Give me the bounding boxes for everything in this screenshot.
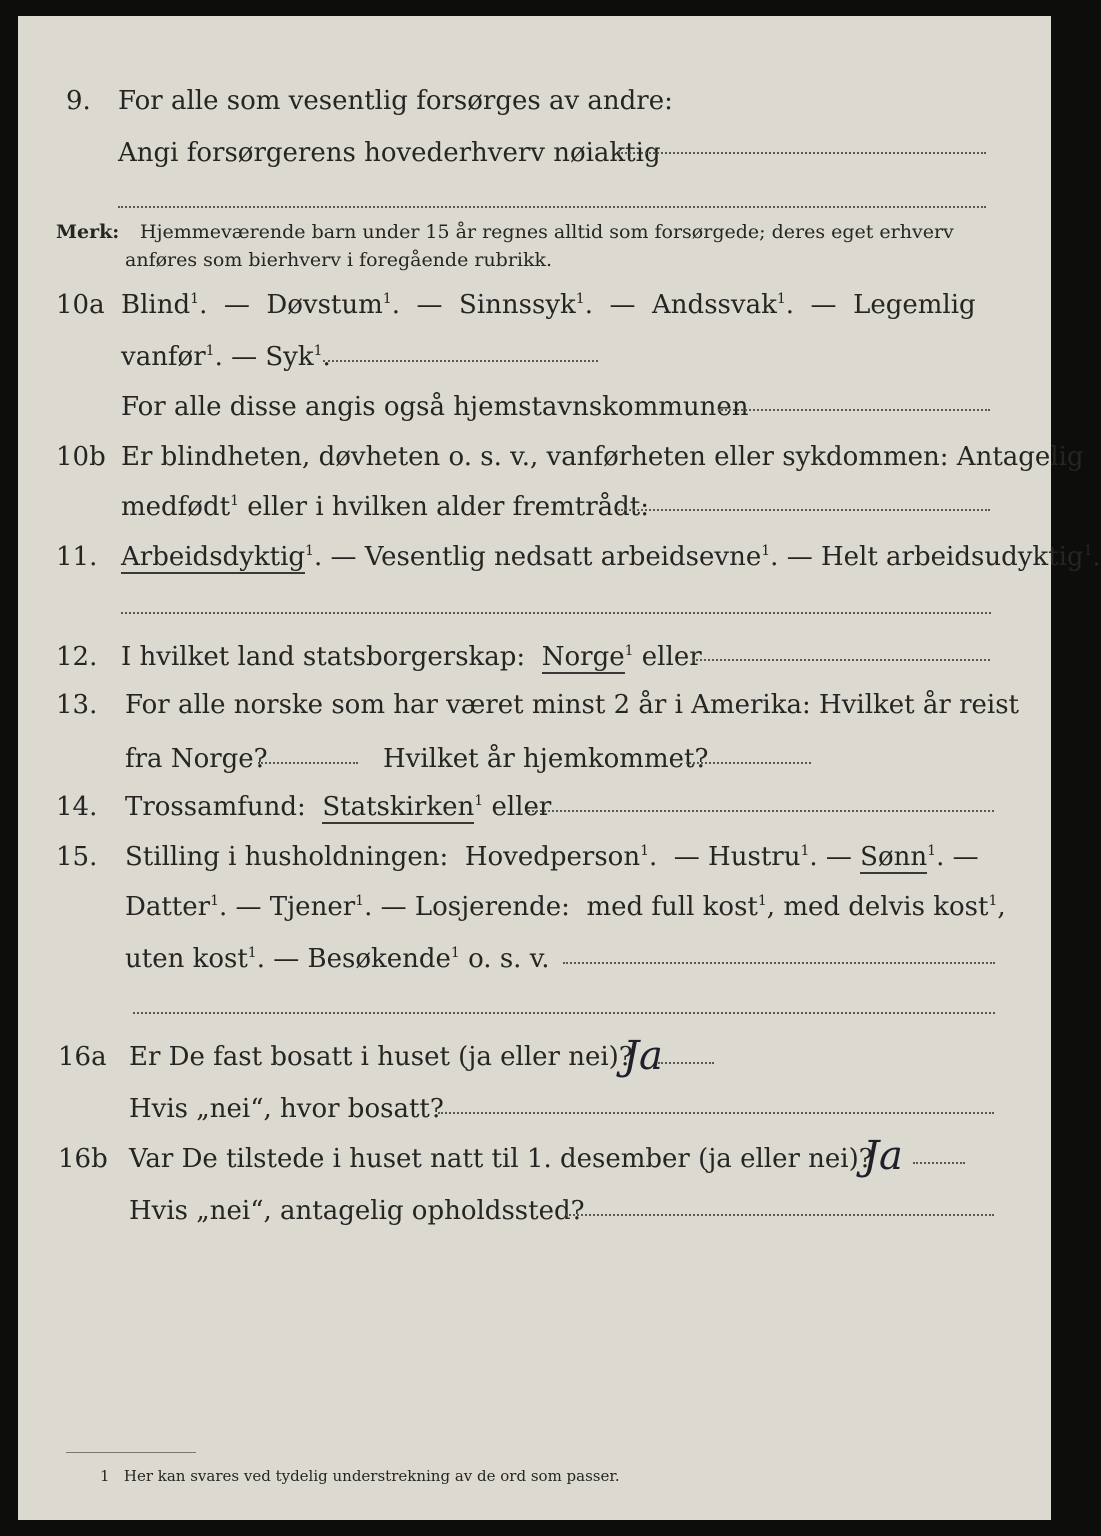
merk-line1: Hjemmeværende barn under 15 år regnes alltid som forsørgede; deres eget erhverv <box>140 221 954 243</box>
footnote-rule <box>66 1452 196 1453</box>
q14-text: Trossamfund: <box>125 792 306 822</box>
q10a-line1: Blind$^1$. — Døvstum$^1$. — Sinnssyk$^1$. — Andssvak$^1$. — Legemlig <box>121 290 976 320</box>
census-form-page <box>18 16 1101 1520</box>
q15-line1: Stilling i husholdningen: Hovedperson$^1$. — Hustru$^1$. — Sønn$^1$. — <box>125 842 979 872</box>
q9-answer-line-2[interactable] <box>118 206 986 208</box>
q10b-line2: medfødt$^1$ eller i hvilken alder fremtrådt: <box>121 492 650 522</box>
q9-number: 9. <box>66 86 91 116</box>
q16a-line1: Er De fast bosatt i huset (ja eller nei)? <box>129 1042 633 1072</box>
q9-line1: For alle som vesentlig forsørges av andre: <box>118 86 673 116</box>
q11-line1: Arbeidsdyktig$^1$. — Vesentlig nedsatt arbeidsevne$^1$. — Helt arbeidsudyktig$^1$. <box>121 542 1101 572</box>
option-sinnssyk[interactable]: Sinnssyk <box>459 290 576 320</box>
option-vanfor[interactable]: vanfør <box>121 342 206 372</box>
q14-eller: eller <box>491 792 552 822</box>
option-helt-udyktig[interactable]: — Helt arbeidsudyktig <box>786 542 1084 572</box>
q13-departure-line[interactable] <box>258 762 358 764</box>
q10a-line3: For alle disse angis også hjemstavnskommunen <box>121 392 749 422</box>
q13-number: 13. <box>56 690 98 720</box>
q15-osv: o. s. v. <box>468 944 550 974</box>
q16b-line2: Hvis „nei“, antagelig opholdssted? <box>129 1196 585 1226</box>
option-nedsatt[interactable]: — Vesentlig nedsatt arbeidsevne <box>330 542 762 572</box>
option-dovstum[interactable]: Døvstum <box>266 290 383 320</box>
q13-fra: fra Norge? <box>125 744 268 774</box>
q12-text: I hvilket land statsborgerskap: <box>121 642 526 672</box>
option-medfodt[interactable]: medfødt <box>121 492 231 522</box>
option-statskirken[interactable]: Statskirken <box>322 792 475 822</box>
q14-line: Trossamfund: Statskirken$^1$ eller <box>125 792 552 822</box>
q16b-location-line[interactable] <box>566 1214 994 1216</box>
footnote-mark: 1 <box>100 1467 110 1485</box>
option-syk[interactable]: Syk <box>265 342 314 372</box>
q12-eller: eller <box>641 642 702 672</box>
q10b-line1: Er blindheten, døvheten o. s. v., vanførheten eller sykdommen: Antagelig <box>121 442 1084 472</box>
option-tjener[interactable]: — Tjener <box>235 892 356 922</box>
q9-line2: Angi forsørgerens hovederhverv nøiaktig <box>118 138 661 168</box>
q16b-handwritten-answer[interactable]: Ja <box>863 1133 903 1179</box>
q14-religion-line[interactable] <box>528 810 994 812</box>
q15-stilling: Stilling i husholdningen: <box>125 842 449 872</box>
option-legemlig[interactable]: Legemlig <box>853 290 976 320</box>
q16b-line1: Var De tilstede i huset natt til 1. desember (ja eller nei)? <box>129 1144 873 1174</box>
merk-label: Merk: <box>56 221 120 243</box>
q10a-syk-line[interactable] <box>323 360 598 362</box>
q12-country-line[interactable] <box>693 659 990 661</box>
option-full-kost[interactable]: med full kost <box>586 892 758 922</box>
q16a-number: 16a <box>58 1042 107 1072</box>
q15-line3: uten kost$^1$. — Besøkende$^1$ o. s. v. <box>125 944 550 974</box>
q10a-number: 10a <box>56 290 105 320</box>
q11-number: 11. <box>56 542 98 572</box>
q16a-handwritten-answer[interactable]: Ja <box>623 1033 663 1079</box>
option-besokende[interactable]: — Besøkende <box>273 944 451 974</box>
q10a-kommune-line[interactable] <box>718 409 990 411</box>
option-hustru[interactable]: — Hustru <box>673 842 801 872</box>
option-datter[interactable]: Datter <box>125 892 211 922</box>
q14-number: 14. <box>56 792 98 822</box>
option-arbeidsdyktig[interactable]: Arbeidsdyktig <box>121 542 306 572</box>
q16a-answer-line <box>658 1062 714 1064</box>
q15-losjerende: — Losjerende: <box>380 892 570 922</box>
q13-hjem: Hvilket år hjemkommet? <box>383 744 709 774</box>
q10a-line2: vanfør$^1$. — Syk$^1$. <box>121 342 331 372</box>
option-hovedperson[interactable]: Hovedperson <box>464 842 641 872</box>
q12-line: I hvilket land statsborgerskap: Norge$^1$ eller <box>121 642 702 672</box>
q13-line1: For alle norske som har været minst 2 år i Amerika: Hvilket år reist <box>125 690 1019 720</box>
q15-answer-line-2[interactable] <box>133 1012 995 1014</box>
option-blind[interactable]: Blind <box>121 290 191 320</box>
q10b-age-line[interactable] <box>618 509 990 511</box>
q16b-number: 16b <box>58 1144 108 1174</box>
option-sonn[interactable]: Sønn <box>860 842 928 872</box>
q15-answer-line[interactable] <box>563 962 995 964</box>
merk-line2: anføres som bierhverv i foregående rubrikk. <box>125 249 553 271</box>
q10b-number: 10b <box>56 442 106 472</box>
q11-answer-line[interactable] <box>121 612 991 614</box>
q9-answer-line[interactable] <box>618 152 986 154</box>
footnote-text: Her kan svares ved tydelig understrekning av de ord som passer. <box>123 1467 620 1485</box>
option-andssvak[interactable]: Andssvak <box>652 290 777 320</box>
q16a-residence-line[interactable] <box>438 1112 994 1114</box>
q15-line2: Datter$^1$. — Tjener$^1$. — Losjerende: med full kost$^1$, med delvis kost$^1$, <box>125 892 1006 922</box>
q13-return-line[interactable] <box>686 762 811 764</box>
q12-number: 12. <box>56 642 98 672</box>
q10b-line2-rest: eller i hvilken alder fremtrådt: <box>247 492 650 522</box>
q16a-line2: Hvis „nei“, hvor bosatt? <box>129 1094 444 1124</box>
footnote <box>100 1467 620 1485</box>
option-uten-kost[interactable]: uten kost <box>125 944 248 974</box>
q16b-answer-line <box>913 1162 965 1164</box>
option-norge[interactable]: Norge <box>541 642 625 672</box>
q15-number: 15. <box>56 842 98 872</box>
option-delvis-kost[interactable]: med delvis kost <box>783 892 989 922</box>
